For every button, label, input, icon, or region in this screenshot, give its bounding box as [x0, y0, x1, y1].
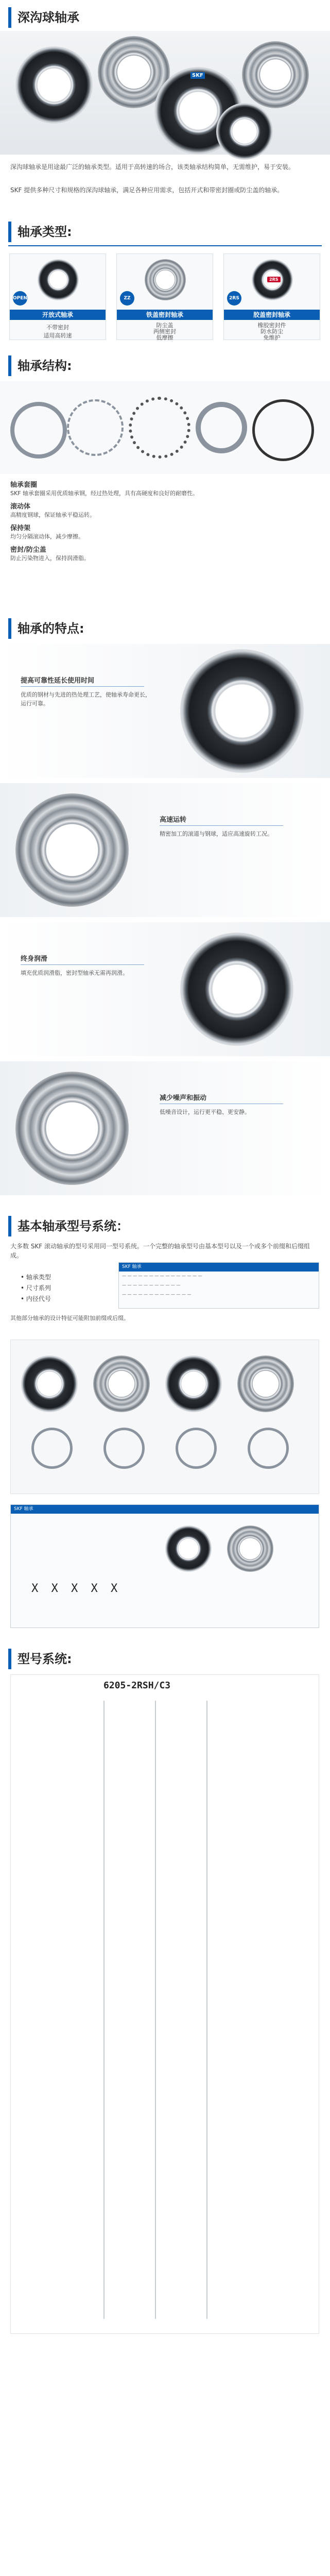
- bearing-image: [145, 259, 186, 300]
- feature-desc: 精密加工的滚道与钢球，适应高速旋转工况。: [160, 831, 273, 837]
- model-desc: 大多数 SKF 滚动轴承的型号采用同一型号系统。一个完整的轴承型号由基本型号以及一个或多个前缀和后缀组成。: [10, 1243, 310, 1259]
- dimension-diagram: [10, 1340, 319, 1494]
- structure-title: 保持架: [10, 524, 31, 532]
- type-card-line: 低摩擦: [156, 334, 173, 341]
- type-card-line: 不带密封: [46, 324, 69, 331]
- table-header: SKF 轴承: [11, 1505, 319, 1514]
- type-card-label: 胶盖密封轴承: [224, 310, 320, 320]
- model-list-item: • 轴承类型: [21, 1274, 51, 1281]
- bearing-image: [15, 793, 129, 907]
- table-cell: — — — — — — — — — — — — — — —: [122, 1274, 202, 1278]
- inner-ring-image: [196, 402, 247, 453]
- seal-badge: 2RS: [267, 277, 281, 282]
- type-card-line: 防水防尘: [260, 328, 283, 335]
- feature-block: [0, 783, 330, 917]
- bearing-image: [93, 1355, 150, 1412]
- code-table: [10, 1504, 319, 1628]
- designation-chart: [10, 1674, 319, 2334]
- type-card-line: 适用高转速: [43, 332, 72, 339]
- code-sample: X X X X X: [31, 1582, 121, 1595]
- bearing-image: [242, 41, 309, 108]
- table-cell: — — — — — — — — — — —: [122, 1283, 181, 1287]
- type-card-zz: [116, 253, 213, 340]
- bearing-image: [165, 1355, 222, 1412]
- structure-list: [10, 479, 319, 563]
- bearing-image: [165, 1526, 212, 1572]
- structure-desc: 防止污染物进入，保持润滑脂。: [10, 555, 90, 562]
- bearing-image: [21, 1355, 78, 1412]
- table-cell: — — — — — — — — — — — — —: [122, 1292, 192, 1297]
- hero-title: 深沟球轴承: [8, 7, 322, 28]
- type-card-label: 铁盖密封轴承: [117, 310, 213, 320]
- type-card-line: 免维护: [263, 334, 281, 341]
- type-card-label: 开放式轴承: [10, 310, 106, 320]
- cross-section-image: [176, 1428, 217, 1469]
- feature-desc: 优质的钢材与先进的热处理工艺，使轴承寿命更长，运行可靠。: [21, 691, 151, 707]
- structure-desc: 高精度钢球，保证轴承平稳运转。: [10, 512, 95, 518]
- feature-title: 提高可靠性延长使用时间: [21, 677, 95, 685]
- types-heading: 轴承类型:: [8, 222, 322, 242]
- bearing-image: [15, 46, 93, 124]
- model-heading: 基本轴承型号系统：: [8, 1216, 322, 1236]
- type-icon: OPEN: [13, 291, 27, 306]
- bearing-image: [237, 1355, 294, 1412]
- hero-note: SKF 提供多种尺寸和规格的深沟球轴承，满足各种应用需求，包括开式和带密封圈或防尘盖的轴承。: [10, 187, 284, 194]
- structure-desc: 均匀分隔滚动体，减少摩擦。: [10, 533, 84, 540]
- type-card-2rs: [223, 253, 320, 340]
- model-list-item: • 尺寸系列: [21, 1284, 51, 1292]
- feature-title: 减少噪声和振动: [160, 1094, 207, 1102]
- model-footnote: 其他部分轴承的设计特征可能附加前缀或后缀。: [10, 1315, 129, 1321]
- cage-image: [67, 399, 124, 456]
- type-card-line: 防尘盖: [156, 322, 173, 329]
- hero-banner: [0, 31, 330, 155]
- code-table: [118, 1262, 319, 1309]
- type-icon: ZZ: [120, 291, 134, 306]
- divider: [8, 245, 322, 246]
- divider: [21, 686, 144, 687]
- designation-example: 6205-2RSH/C3: [103, 1680, 171, 1691]
- feature-title: 终身润滑: [21, 955, 48, 963]
- skf-logo: SKF: [190, 72, 205, 79]
- feature-desc: 低噪音设计，运行更平稳、更安静。: [160, 1109, 250, 1115]
- table-header: SKF 轴承: [119, 1263, 319, 1272]
- seal-image: [252, 399, 314, 461]
- bearing-image: [180, 933, 293, 1046]
- feature-block: [0, 1061, 330, 1195]
- designation-heading: 型号系统:: [8, 1649, 322, 1669]
- bearing-image: [180, 649, 304, 773]
- model-list-item: • 内径代号: [21, 1295, 51, 1302]
- feature-title: 高速运转: [160, 816, 187, 824]
- model-list: [21, 1273, 51, 1303]
- features-heading: 轴承的特点:: [8, 618, 322, 639]
- structure-heading: 轴承结构:: [8, 355, 322, 376]
- cross-section-image: [248, 1428, 289, 1469]
- type-card-line: 两侧密封: [153, 328, 176, 335]
- bearing-image: [38, 259, 79, 300]
- structure-title: 滚动体: [10, 503, 31, 511]
- outer-ring-image: [10, 402, 67, 459]
- feature-block: [0, 644, 330, 778]
- tree-line: [103, 1701, 105, 2319]
- tree-line: [206, 1701, 207, 2319]
- tree-line: [155, 1701, 156, 2319]
- divider: [21, 964, 144, 965]
- balls-image: [129, 397, 190, 459]
- divider: [160, 825, 283, 826]
- structure-title: 密封/防尘盖: [10, 546, 46, 554]
- hero-intro: 深沟球轴承是用途最广泛的轴承类型。适用于高转速的场合，该类轴承结构简单，无需维护，易于安装。: [10, 163, 295, 171]
- exploded-view: [0, 381, 330, 474]
- structure-desc: SKF 轴承套圈采用优质轴承钢，经过热处理，具有高硬度和良好的耐磨性。: [10, 490, 199, 497]
- bearing-image: [216, 103, 273, 160]
- bearing-image: [227, 1526, 273, 1572]
- cross-section-image: [103, 1428, 145, 1469]
- type-card-open: [9, 253, 106, 340]
- structure-title: 轴承套圈: [10, 481, 38, 489]
- feature-desc: 填充优质润滑脂，密封型轴承无需再润滑。: [21, 970, 128, 976]
- type-card-line: 橡胶密封件: [257, 322, 286, 329]
- feature-block: [0, 922, 330, 1056]
- cross-section-image: [31, 1428, 73, 1469]
- type-icon: 2RS: [227, 291, 241, 306]
- bearing-image: [15, 1072, 129, 1185]
